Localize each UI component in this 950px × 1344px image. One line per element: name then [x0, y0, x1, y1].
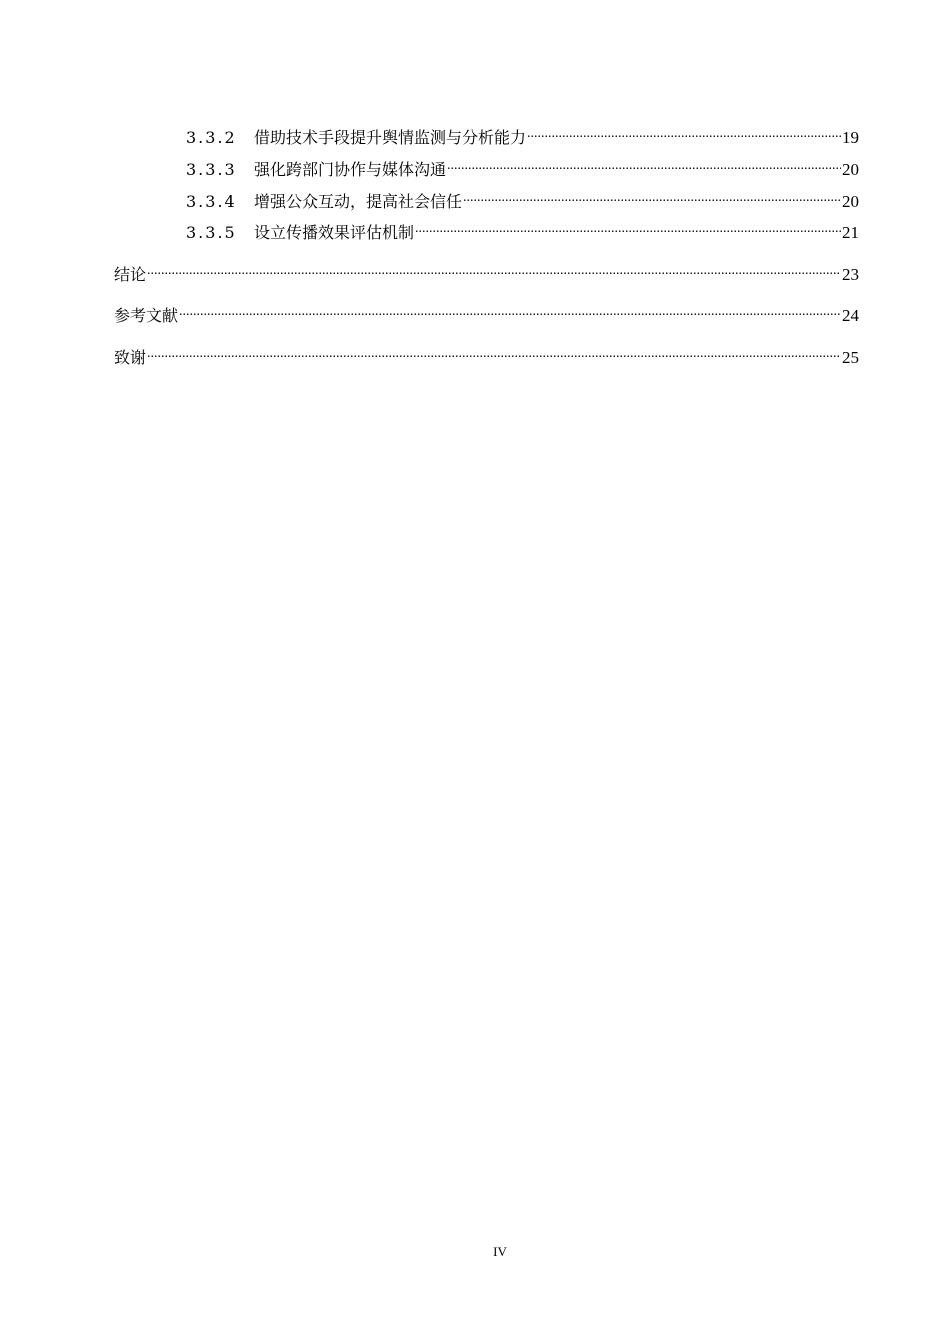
toc-entry-3-3-4[interactable]	[186, 185, 859, 213]
toc-entry-acknowledgements[interactable]	[114, 341, 859, 369]
toc-entry-title: 参考文献	[114, 306, 179, 325]
toc-entry-3-3-5[interactable]	[186, 216, 859, 244]
dot-leader	[527, 121, 841, 143]
toc-entry-page: 20	[842, 192, 859, 211]
toc-entry-3-3-3[interactable]	[186, 153, 859, 181]
dot-leader	[463, 185, 841, 207]
toc-entry-conclusion[interactable]	[114, 258, 859, 286]
page-number: IV	[493, 1244, 507, 1259]
toc-entry-number: 3.3.5	[186, 223, 237, 242]
toc-entry-page: 19	[842, 128, 859, 147]
toc-entry-title: 结论	[114, 265, 147, 284]
dot-leader	[447, 153, 841, 175]
toc-entry-title: 设立传播效果评估机制	[254, 223, 415, 242]
dot-leader	[147, 341, 841, 363]
toc-entry-page: 20	[842, 160, 859, 179]
toc-entry-references[interactable]	[114, 299, 859, 327]
toc-entry-page: 25	[842, 348, 859, 367]
toc-entry-title: 致谢	[114, 348, 147, 367]
dot-leader	[179, 299, 841, 321]
dot-leader	[415, 216, 841, 238]
toc-entry-title: 借助技术手段提升舆情监测与分析能力	[254, 128, 527, 147]
toc-entry-number: 3.3.3	[186, 160, 237, 179]
toc-entry-title: 强化跨部门协作与媒体沟通	[254, 160, 447, 179]
toc-entry-page: 24	[842, 306, 859, 325]
toc-entry-number: 3.3.2	[186, 128, 237, 147]
toc-entry-number: 3.3.4	[186, 192, 237, 211]
toc-entry-3-3-2[interactable]	[186, 121, 859, 149]
dot-leader	[147, 258, 841, 280]
toc-entry-page: 21	[842, 223, 859, 242]
toc-entry-title: 增强公众互动，提高社会信任	[254, 192, 463, 211]
toc-entry-page: 23	[842, 265, 859, 284]
